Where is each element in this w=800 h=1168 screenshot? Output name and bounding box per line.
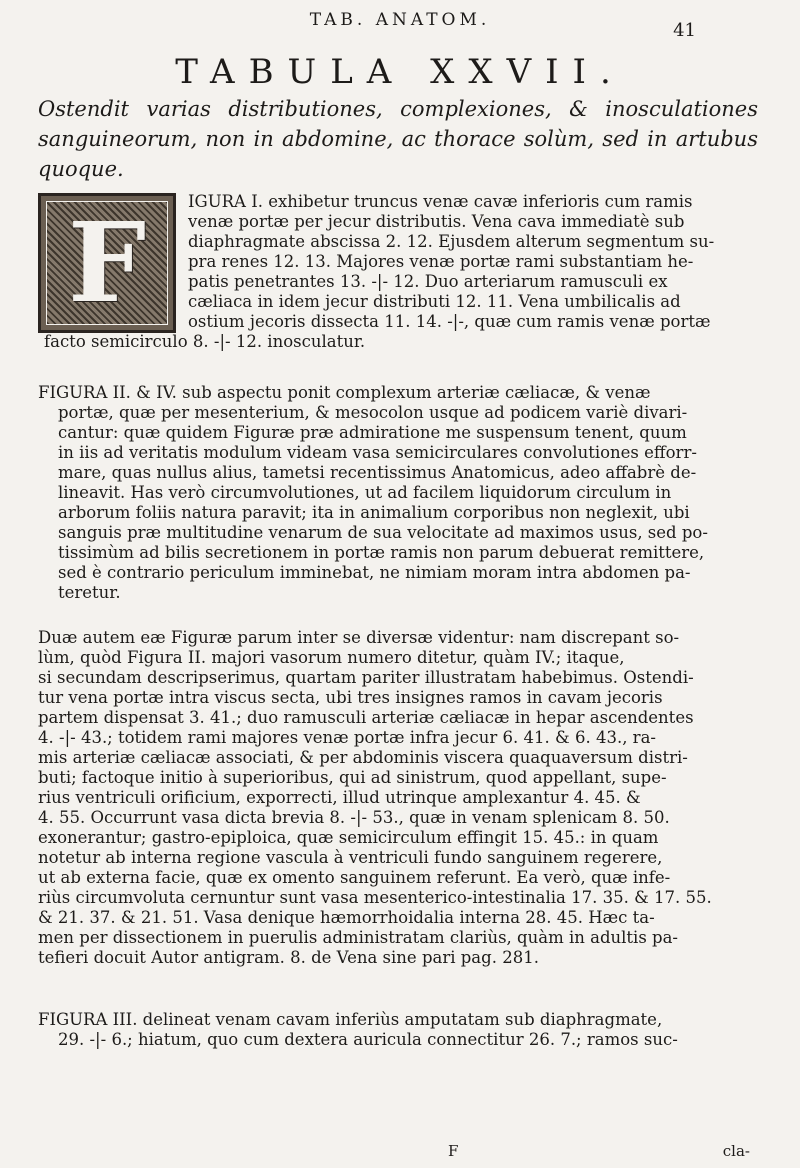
text-line: 4. -|- 43.; totidem rami majores venæ portæ infra jecur 6. 41. & 6. 43., ra- — [38, 728, 656, 747]
paragraph-figura-i — [38, 192, 750, 352]
text-line: ostium jecoris dissecta 11. 14. -|-, quæ cum ramis venæ portæ — [188, 312, 711, 331]
text-line: facto semicirculo 8. -|- 12. inosculatur. — [44, 332, 366, 351]
text-line: in iis ad veritatis modulum videam vasa semicirculares convolutiones efforr- — [58, 443, 697, 462]
text-line: exonerantur; gastro-epiploica, quæ semicirculum effingit 15. 45.: in quam — [38, 828, 659, 847]
text-line: cæliaca in idem jecur distributi 12. 11. Vena umbilicalis ad — [188, 292, 681, 311]
text-line: partem dispensat 3. 41.; duo ramusculi arteriæ cæliacæ in hepar ascendentes — [38, 708, 694, 727]
text-line: mis arteriæ cæliacæ associati, & per abdominis viscera quaquaversum distri- — [38, 748, 688, 767]
page-footer — [38, 1142, 750, 1162]
text-line: riùs circumvoluta cernuntur sunt vasa mesenterico-intestinalia 17. 35. & 17. 55. — [38, 888, 712, 907]
text-line: portæ, quæ per mesenterium, & mesocolon usque ad podicem variè divari- — [58, 403, 688, 422]
text-line: rius ventriculi orificium, exporrecti, illud utrinque amplexantur 4. 45. & — [38, 788, 641, 807]
text-line: 4. 55. Occurrunt vasa dicta brevia 8. -|- 53., quæ in venam splenicam 8. 50. — [38, 808, 670, 827]
text-line: pra renes 12. 13. Majores venæ portæ rami substantiam he- — [188, 252, 694, 271]
text-line: sed è contrario periculum imminebat, ne nimiam moram intra abdomen pa- — [58, 563, 691, 582]
text-line: tur vena portæ intra viscus secta, ubi tres insignes ramos in cavam jecoris — [38, 688, 663, 707]
text-line: cantur: quæ quidem Figuræ præ admiratione me suspensum tenent, quum — [58, 423, 687, 442]
text-line: lùm, quòd Figura II. majori vasorum numero ditetur, quàm IV.; itaque, — [38, 648, 625, 667]
text-line: buti; factoque initio à superioribus, qui ad sinistrum, quod appellant, supe- — [38, 768, 667, 787]
drop-initial-letter: F — [67, 198, 147, 327]
text-line: notetur ab interna regione vascula à ventriculi fundo sanguinem regerere, — [38, 848, 663, 867]
text-line: FIGURA II. & IV. sub aspectu ponit complexum arteriæ cæliacæ, & venæ — [38, 383, 651, 402]
text-line: sanguis præ multitudine venarum de sua velocitate ad maximos usus, sed po- — [58, 523, 708, 542]
paragraph-duae-figurae — [38, 628, 750, 968]
signature-mark: F — [448, 1142, 459, 1160]
text-line: FIGURA III. delineat venam cavam inferiùs amputatam sub diaphragmate, — [38, 1010, 663, 1029]
text-line: venæ portæ per jecur distributis. Vena cava immediatè sub — [188, 212, 685, 231]
text-line: IGURA I. exhibetur truncus venæ cavæ inferioris cum ramis — [188, 192, 693, 211]
text-line: tefieri docuit Autor antigram. 8. de Vena sine pari pag. 281. — [38, 948, 539, 967]
text-line: 29. -|- 6.; hiatum, quo cum dextera auricula connectitur 26. 7.; ramos suc- — [58, 1030, 678, 1049]
text-line: men per dissectionem in puerulis administratam clariùs, quàm in adultis pa- — [38, 928, 679, 947]
page-subtitle: Ostendit varias distributiones, complexiones, & inosculationes sanguineorum, non in abdomine, ac thorace solùm, sed in artubus quoque. — [38, 97, 758, 181]
page-title: TABULA XXVII. — [175, 52, 625, 92]
paragraph-figura-ii-iv — [38, 383, 750, 603]
running-head: TAB. ANATOM. — [309, 10, 491, 30]
text-line: ut ab externa facie, quæ ex omento sanguinem referunt. Ea verò, quæ infe- — [38, 868, 671, 887]
text-line: patis penetrantes 13. -|- 12. Duo arteriarum ramusculi ex — [188, 272, 668, 291]
text-line: mare, quas nullus alius, tametsi recentissimus Anatomicus, adeo affabrè de- — [58, 463, 697, 482]
text-line: lineavit. Has verò circumvolutiones, ut ad facilem liquidorum circulum in — [58, 483, 672, 502]
text-line: Duæ autem eæ Figuræ parum inter se diversæ videntur: nam discrepant so- — [38, 628, 680, 647]
text-line: & 21. 37. & 21. 51. Vasa denique hæmorrhoidalia interna 28. 45. Hæc ta- — [38, 908, 655, 927]
text-line: si secundam descripserimus, quartam pariter illustratam habebimus. Ostendi- — [38, 668, 694, 687]
text-line: teretur. — [58, 583, 121, 602]
page-number: 41 — [673, 20, 696, 41]
text-line: tissimùm ad bilis secretionem in portæ ramis non parum debuerat remittere, — [58, 543, 705, 562]
text-line: arborum foliis natura paravit; ita in animalium corporibus non neglexit, ubi — [58, 503, 690, 522]
catchword: cla- — [722, 1142, 750, 1160]
paragraph-figura-iii — [38, 1010, 750, 1050]
text-line: diaphragmate abscissa 2. 12. Ejusdem alterum segmentum su- — [188, 232, 715, 251]
